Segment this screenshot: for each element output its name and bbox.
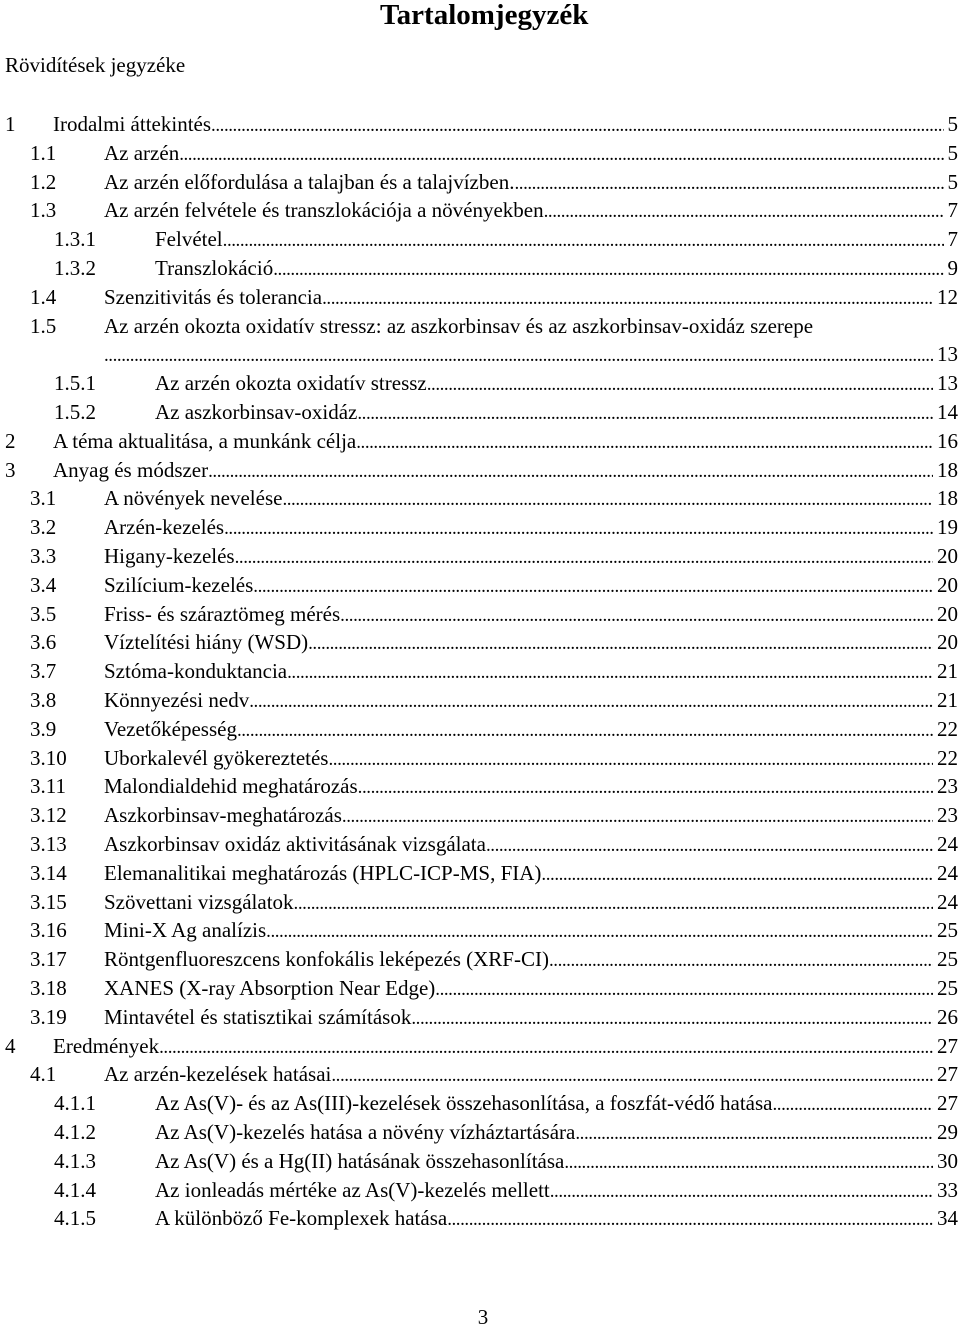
toc-entry-page: 5 <box>947 169 958 194</box>
toc-entry-title: Felvétel <box>155 227 223 252</box>
toc-leader-dots <box>249 686 933 716</box>
toc-entry-number: 1.4 <box>30 284 57 309</box>
toc-entry[interactable] <box>0 369 958 397</box>
toc-entry-page: 30 <box>937 1148 958 1173</box>
toc-entry-number: 3.8 <box>30 688 57 712</box>
toc-entry-title: Az As(V)- és az As(III)-kezelések összehasonlítása, a foszfát-védő hatása <box>155 1091 773 1116</box>
toc-entry[interactable] <box>0 830 958 858</box>
toc-entry-title: Az arzén-kezelések hatásai <box>104 1062 332 1087</box>
toc-entry-title: Könnyezési nedv <box>104 688 250 712</box>
toc-entry-number: 4.1.1 <box>54 1091 96 1116</box>
toc-entry-page: 24 <box>937 832 958 856</box>
toc-entry[interactable] <box>0 916 958 944</box>
toc-entry-page: 23 <box>937 774 958 799</box>
toc-leader-dots <box>223 225 944 255</box>
toc-entry-page: 9 <box>947 256 958 280</box>
toc-entry-title: Az arzén <box>104 140 180 165</box>
toc-entry-page: 5 <box>947 140 958 165</box>
toc-entry-number: 3.3 <box>30 544 57 568</box>
toc-entry-page: 27 <box>937 1033 958 1058</box>
toc-entry[interactable] <box>0 1147 958 1175</box>
toc-entry-number: 2 <box>5 428 16 453</box>
toc-entry-title: Az arzén előfordulása a talajban és a talajvízben. <box>104 169 515 194</box>
toc-entry-title: Anyag és módszer <box>53 457 209 482</box>
toc-entry-title: Aszkorbinsav oxidáz aktivitásának vizsgálata <box>104 832 486 856</box>
toc-entry-number: 3.15 <box>30 889 67 914</box>
toc-entry-page: 21 <box>937 688 958 712</box>
toc-entry-number: 3.18 <box>30 976 67 1000</box>
toc-entry-title: Az arzén okozta oxidatív stressz <box>155 371 427 396</box>
toc-entry-title: Higany-kezelés <box>104 544 235 568</box>
toc-entry[interactable] <box>0 657 958 685</box>
toc-entry-number: 3.1 <box>30 486 57 511</box>
toc-entry-title: Arzén-kezelés <box>104 515 225 540</box>
toc-leader-dots <box>340 600 933 630</box>
toc-entry[interactable] <box>0 600 958 628</box>
toc-leader-dots <box>549 945 933 975</box>
toc-leader-dots <box>159 1032 933 1062</box>
toc-leader-dots <box>550 1176 933 1206</box>
toc-entry-page: 26 <box>937 1004 958 1029</box>
toc-entry-page: 23 <box>937 803 958 828</box>
toc-entry-page: 7 <box>947 227 958 252</box>
toc-leader-dots <box>104 340 933 370</box>
toc-entry-title: Mintavétel és statisztikai számítások <box>104 1004 412 1029</box>
toc-entry-number: 3.10 <box>30 745 67 770</box>
toc-leader-dots <box>564 1147 933 1177</box>
toc-entry-number: 3.16 <box>30 918 67 943</box>
toc-entry[interactable] <box>0 715 958 743</box>
toc-entry-number: 3.6 <box>30 630 57 655</box>
toc-entry-page: 34 <box>937 1206 958 1231</box>
toc-leader-dots <box>208 456 933 486</box>
toc-leader-dots <box>356 427 933 457</box>
toc-entry[interactable] <box>0 1204 958 1232</box>
toc-leader-dots <box>328 744 933 774</box>
toc-leader-dots <box>427 369 933 399</box>
toc-entry-page: 22 <box>937 745 958 770</box>
toc-entry-number: 3.12 <box>30 803 67 828</box>
toc-entry[interactable] <box>0 312 958 370</box>
toc-entry-title: Sztóma-konduktancia <box>104 659 288 684</box>
toc-entry-title: Szenzitivitás és tolerancia <box>104 284 323 309</box>
toc-leader-dots <box>179 139 943 169</box>
toc-entry-title: Az ionleadás mértéke az As(V)-kezelés mellett <box>155 1177 550 1202</box>
toc-entry-number: 1.3 <box>30 198 57 223</box>
toc-entry-page: 20 <box>937 572 958 597</box>
toc-leader-dots <box>486 830 933 860</box>
toc-entry[interactable] <box>0 456 958 484</box>
toc-entry-title: Eredmények <box>53 1033 160 1058</box>
toc-entry[interactable] <box>0 859 958 887</box>
toc-entry-page: 27 <box>937 1062 958 1087</box>
toc-leader-dots <box>342 801 933 831</box>
toc-entry-title: Az arzén okozta oxidatív stressz: az aszkorbinsav és az aszkorbinsav-oxidáz szerepe <box>104 313 814 338</box>
toc-entry-number: 1 <box>5 112 16 136</box>
toc-entry-page: 14 <box>937 400 958 424</box>
toc-entry-page: 18 <box>937 457 958 482</box>
toc-entry-title: Aszkorbinsav-meghatározás <box>104 803 342 828</box>
toc-leader-dots <box>447 1204 933 1234</box>
toc-entry-number: 1.3.2 <box>54 256 96 280</box>
toc-entry-page: 12 <box>937 284 958 309</box>
toc-entry-number: 3.4 <box>30 572 57 597</box>
toc-entry-number: 4.1.5 <box>54 1206 96 1231</box>
toc-entry-page: 27 <box>937 1091 958 1116</box>
toc-leader-dots <box>541 859 933 889</box>
toc-entry[interactable] <box>0 196 958 224</box>
toc-entry-title: Szövettani vizsgálatok <box>104 889 294 914</box>
abbreviations-heading: Rövidítések jegyzéke <box>5 53 186 77</box>
toc-entry[interactable] <box>0 139 958 167</box>
toc-entry-page: 25 <box>937 918 958 943</box>
toc-leader-dots <box>266 916 933 946</box>
toc-leader-dots <box>331 1060 933 1090</box>
toc-entry[interactable] <box>0 744 958 772</box>
toc-entry-title: A különböző Fe-komplexek hatása <box>155 1206 448 1231</box>
toc-entry-title: Röntgenfluoreszcens konfokális leképezés (XRF-CI) <box>104 947 549 972</box>
toc-entry[interactable] <box>0 168 958 196</box>
toc-entry[interactable] <box>0 1003 958 1031</box>
toc-entry-page: 21 <box>937 659 958 684</box>
toc-leader-dots <box>253 571 933 601</box>
toc-entry-title: Transzlokáció <box>155 256 274 280</box>
toc-entry-page: 19 <box>937 515 958 540</box>
toc-leader-dots <box>435 974 933 1004</box>
toc-entry[interactable] <box>0 974 958 1002</box>
toc-leader-dots <box>282 484 933 514</box>
toc-entry-number: 3.7 <box>30 659 57 684</box>
toc-entry[interactable] <box>0 398 958 426</box>
toc-leader-dots <box>287 657 933 687</box>
toc-entry[interactable] <box>0 1032 958 1060</box>
toc-entry[interactable] <box>0 110 958 138</box>
toc-entry-title: Vezetőképesség <box>104 716 237 741</box>
toc-entry[interactable] <box>0 571 958 599</box>
toc-entry[interactable] <box>0 254 958 282</box>
toc-entry-title: Az aszkorbinsav-oxidáz <box>155 400 358 424</box>
toc-leader-dots <box>514 168 943 198</box>
toc-entry-page: 16 <box>937 428 958 453</box>
toc-entry[interactable] <box>0 283 958 311</box>
toc-entry[interactable] <box>0 772 958 800</box>
toc-entry-title: Az As(V)-kezelés hatása a növény vízháztartására <box>155 1120 576 1144</box>
toc-entry-page: 20 <box>937 601 958 626</box>
toc-entry-title: Elemanalitikai meghatározás (HPLC-ICP-MS, FIA) <box>104 860 542 885</box>
toc-leader-dots <box>237 715 933 745</box>
toc-entry-page: 33 <box>937 1177 958 1202</box>
toc-entry-number: 3.2 <box>30 515 57 540</box>
toc-entry-page: 24 <box>937 889 958 914</box>
toc-leader-dots <box>544 196 944 226</box>
toc-entry-page: 24 <box>937 860 958 885</box>
toc-entry-number: 4.1.3 <box>54 1148 96 1173</box>
toc-entry-page: 25 <box>937 976 958 1000</box>
toc-entry-title: Víztelítési hiány (WSD) <box>104 630 309 655</box>
toc-entry-page: 7 <box>947 198 958 223</box>
toc-entry-number: 1.5.1 <box>54 371 96 396</box>
toc-entry[interactable] <box>0 801 958 829</box>
toc-leader-dots <box>772 1089 933 1119</box>
toc-leader-dots <box>322 283 933 313</box>
toc-leader-dots <box>411 1003 933 1033</box>
toc-entry-number: 1.1 <box>30 140 57 165</box>
toc-entry-title: Friss- és száraztömeg mérés <box>104 601 341 626</box>
toc-leader-dots <box>273 254 943 284</box>
toc-entry-page: 18 <box>937 486 958 511</box>
toc-leader-dots <box>575 1118 933 1148</box>
toc-entry[interactable] <box>0 1089 958 1117</box>
toc-entry[interactable] <box>0 513 958 541</box>
toc-leader-dots <box>235 542 933 572</box>
toc-entry-number: 3.14 <box>30 860 67 885</box>
toc-entry-title: XANES (X-ray Absorption Near Edge) <box>104 976 436 1000</box>
toc-entry-number: 1.3.1 <box>54 227 96 252</box>
toc-entry[interactable] <box>0 542 958 570</box>
toc-entry-number: 3.13 <box>30 832 67 856</box>
toc-leader-dots <box>294 888 933 918</box>
toc-entry[interactable] <box>0 945 958 973</box>
page-title: Tartalomjegyzék <box>380 0 589 31</box>
toc-entry-page: 13 <box>937 371 958 396</box>
toc-entry-number: 1.5.2 <box>54 400 96 424</box>
toc-entry-number: 4.1.4 <box>54 1177 96 1202</box>
toc-entry[interactable] <box>0 686 958 714</box>
toc-entry-title: Az As(V) és a Hg(II) hatásának összehasonlítása <box>155 1148 565 1173</box>
toc-entry-number: 1.2 <box>30 169 57 194</box>
toc-entry[interactable] <box>0 225 958 253</box>
toc-entry-page: 22 <box>937 716 958 741</box>
toc-entry-page: 25 <box>937 947 958 972</box>
toc-entry[interactable] <box>0 1060 958 1088</box>
toc-entry-page: 5 <box>947 112 958 136</box>
toc-entry-number: 3 <box>5 457 16 482</box>
toc-entry-title: Uborkalevél gyökereztetés <box>104 745 329 770</box>
toc-entry-title: Mini-X Ag analízis <box>104 918 267 943</box>
toc-entry-page: 20 <box>937 544 958 568</box>
toc-entry-page: 13 <box>937 342 958 367</box>
toc-leader-dots <box>358 772 933 802</box>
toc-leader-dots <box>224 513 933 543</box>
toc-entry[interactable] <box>0 628 958 656</box>
toc-entry-number: 4 <box>5 1033 16 1058</box>
toc-entry[interactable] <box>0 1118 958 1146</box>
toc-entry-number: 4.1 <box>30 1062 57 1087</box>
toc-entry-title: Irodalmi áttekintés <box>53 112 212 136</box>
toc-entry[interactable] <box>0 888 958 916</box>
toc-leader-dots <box>357 398 933 428</box>
toc-entry-number: 3.19 <box>30 1004 67 1029</box>
toc-entry[interactable] <box>0 484 958 512</box>
toc-entry-number: 3.17 <box>30 947 67 972</box>
toc-entry[interactable] <box>0 427 958 455</box>
toc-entry[interactable] <box>0 1176 958 1204</box>
toc-entry-number: 4.1.2 <box>54 1120 96 1144</box>
page-number: 3 <box>477 1305 489 1329</box>
toc-entry-title: Szilícium-kezelés <box>104 572 254 597</box>
toc-entry-title: A téma aktualitása, a munkánk célja <box>53 428 357 453</box>
toc-entry-page: 29 <box>937 1120 958 1144</box>
toc-entry-number: 3.11 <box>30 774 66 799</box>
toc-entry-title: Malondialdehid meghatározás <box>104 774 358 799</box>
toc-entry-title: Az arzén felvétele és transzlokációja a növényekben <box>104 198 544 223</box>
toc-entry-number: 3.9 <box>30 716 57 741</box>
toc-entry-page: 20 <box>937 630 958 655</box>
toc-entry-title: A növények nevelése <box>104 486 283 511</box>
toc-leader-dots <box>308 628 933 658</box>
toc-entry-number: 3.5 <box>30 601 57 626</box>
toc-leader-dots <box>211 110 943 140</box>
toc-entry-number: 1.5 <box>30 313 57 338</box>
